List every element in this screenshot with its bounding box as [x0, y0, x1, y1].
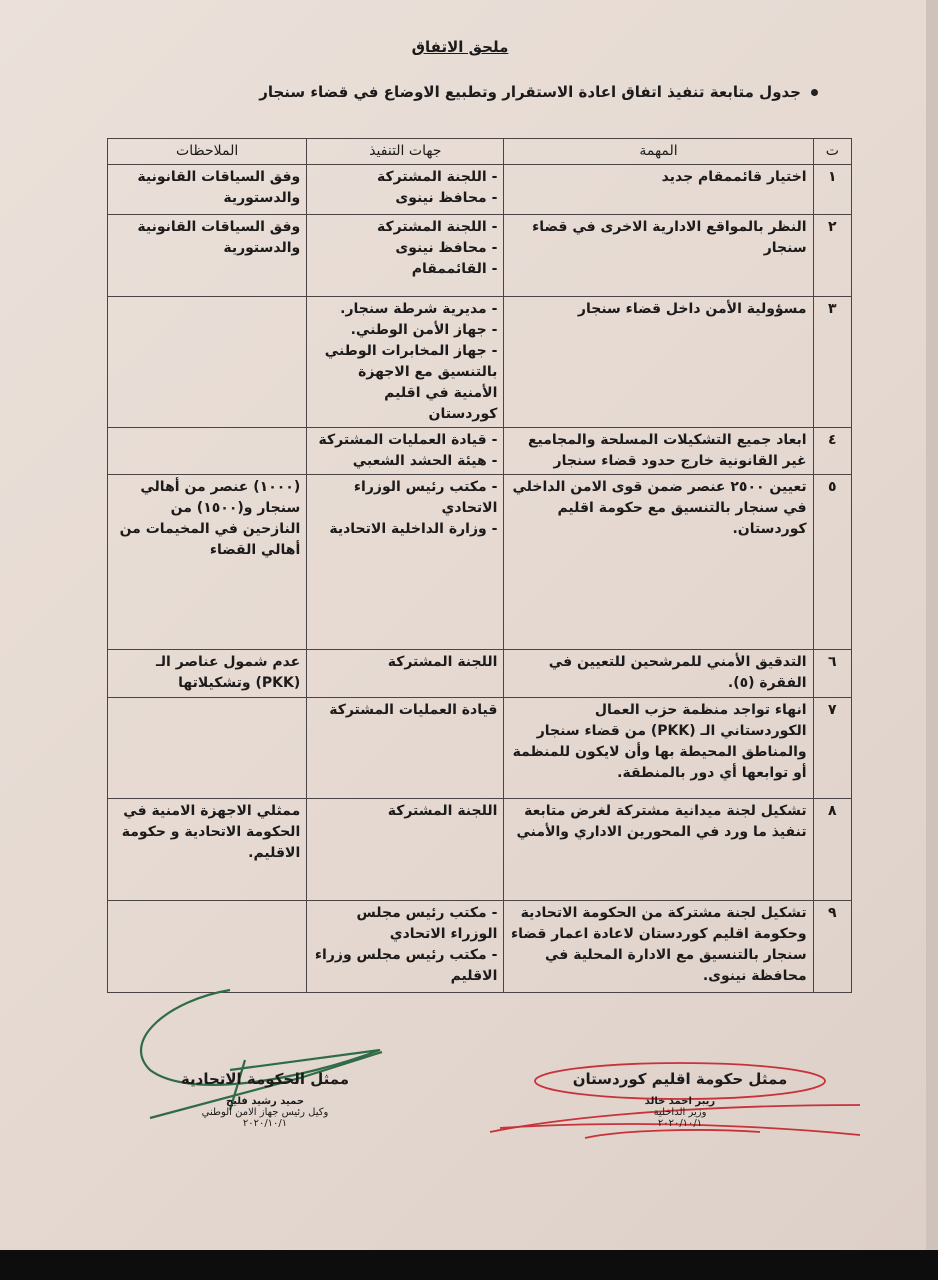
row-number: ٥ [813, 475, 851, 650]
table-row [108, 475, 852, 650]
row-number: ٩ [813, 901, 851, 993]
document-subtitle [258, 80, 818, 104]
actors-cell [307, 215, 504, 297]
table-row [108, 215, 852, 297]
actor-item: - جهاز الأمن الوطني. [350, 322, 498, 338]
notes-cell [108, 901, 307, 993]
task-cell: تشكيل لجنة ميدانية مشتركة لغرض متابعة تنفيذ ما ورد في المحورين الاداري والأمني [504, 799, 813, 901]
actor-item: - محافظ نينوى [395, 240, 498, 256]
table-row [108, 297, 852, 428]
notes-cell: ممثلي الاجهزة الامنية في الحكومة الاتحادية و حكومة الاقليم. [108, 799, 307, 901]
table-header-row [108, 139, 852, 165]
actor-item: - مكتب رئيس مجلس الوزراء الاتحادي [356, 905, 498, 942]
signatory-name: ريبر احمد خالد [644, 1096, 716, 1107]
actors-cell [307, 165, 504, 215]
row-number: ١ [813, 165, 851, 215]
document-title: ملحق الاتفاق [411, 38, 509, 56]
task-cell: اختيار قائممقام جديد [504, 165, 813, 215]
actor-item: - اللجنة المشتركة [377, 169, 498, 185]
actor-item: - مكتب رئيس مجلس وزراء الاقليم [314, 947, 498, 984]
agreement-table [107, 138, 852, 993]
notes-cell [108, 428, 307, 475]
kurdistan-signature-block [560, 1070, 800, 1129]
row-number: ٢ [813, 215, 851, 297]
actors-cell [307, 799, 504, 901]
signatory-position: وكيل رئيس جهاز الامن الوطني [201, 1107, 329, 1118]
actors-cell [307, 698, 504, 799]
actor-item: - مكتب رئيس الوزراء الاتحادي [353, 479, 498, 516]
table-row [108, 165, 852, 215]
notes-cell: (١٠٠٠) عنصر من أهالي سنجار و(١٥٠٠) من النازحين في المخيمات من أهالي القضاء [108, 475, 307, 650]
actor-item: - جهاز المخابرات الوطني بالتنسيق مع الاجهزة الأمنية في اقليم كوردستان [324, 343, 498, 422]
actor-item: اللجنة المشتركة [387, 803, 498, 819]
signatory-name: حميد رشيد فليح [225, 1096, 305, 1107]
federal-signature-block [150, 1070, 380, 1129]
signature-date: ٢٠٢٠/١٠/١ [657, 1118, 703, 1129]
notes-cell: وفق السياقات القانونية والدستورية [108, 215, 307, 297]
actor-item: - مديرية شرطة سنجار. [340, 301, 498, 317]
actors-cell [307, 475, 504, 650]
signatory-role: ممثل حكومة اقليم كوردستان [572, 1070, 788, 1088]
notes-cell [108, 698, 307, 799]
actors-cell [307, 297, 504, 428]
actor-item: قيادة العمليات المشتركة [329, 702, 498, 718]
task-cell: انهاء تواجد منظمة حزب العمال الكوردستاني الـ (PKK) من قضاء سنجار والمناطق المحيطة بها وأن لايكون للمنظمة أو توابعها أي دور بالمنطقة. [504, 698, 813, 799]
table-row [108, 428, 852, 475]
actors-cell [307, 428, 504, 475]
notes-cell: عدم شمول عناصر الـ (PKK) وتشكيلاتها [108, 650, 307, 698]
task-cell: النظر بالمواقع الادارية الاخرى في قضاء سنجار [504, 215, 813, 297]
notes-cell: وفق السياقات القانونية والدستورية [108, 165, 307, 215]
header-number: ت [813, 139, 851, 165]
row-number: ٤ [813, 428, 851, 475]
actor-item: - اللجنة المشتركة [377, 219, 498, 235]
notes-cell [108, 297, 307, 428]
table-row [108, 650, 852, 698]
actor-item: - محافظ نينوى [395, 190, 498, 206]
table-row [108, 799, 852, 901]
actor-item: - وزارة الداخلية الاتحادية [329, 521, 498, 537]
header-actors: جهات التنفيذ [307, 139, 504, 165]
table-row [108, 698, 852, 799]
task-cell: التدقيق الأمني للمرشحين للتعيين في الفقرة (٥). [504, 650, 813, 698]
row-number: ٧ [813, 698, 851, 799]
task-cell: تشكيل لجنة مشتركة من الحكومة الاتحادية وحكومة اقليم كوردستان لاعادة اعمار قضاء سنجار بالتنسيق مع الادارة المحلية في محافظة نينوى. [504, 901, 813, 993]
bullet-icon [811, 89, 818, 96]
actors-cell [307, 901, 504, 993]
task-cell: ابعاد جميع التشكيلات المسلحة والمجاميع غير القانونية خارج حدود قضاء سنجار [504, 428, 813, 475]
header-task: المهمة [504, 139, 813, 165]
row-number: ٣ [813, 297, 851, 428]
table-row [108, 901, 852, 993]
signatory-position: وزير الداخلية [653, 1107, 707, 1118]
signatory-role: ممثل الحكومة الاتحادية [180, 1070, 350, 1088]
actor-item: - هيئة الحشد الشعبي [352, 453, 498, 469]
header-notes: الملاحظات [108, 139, 307, 165]
row-number: ٦ [813, 650, 851, 698]
row-number: ٨ [813, 799, 851, 901]
subtitle-text: جدول متابعة تنفيذ اتفاق اعادة الاستقرار وتطبيع الاوضاع في قضاء سنجار [259, 83, 801, 101]
actor-item: - قيادة العمليات المشتركة [318, 432, 498, 448]
photo-bottom-band [0, 1250, 938, 1280]
actor-item: اللجنة المشتركة [387, 654, 498, 670]
task-cell: تعيين ٢٥٠٠ عنصر ضمن قوى الامن الداخلي في سنجار بالتنسيق مع حكومة اقليم كوردستان. [504, 475, 813, 650]
signature-date: ٢٠٢٠/١٠/١ [242, 1118, 288, 1129]
page-edge [926, 0, 938, 1250]
task-cell: مسؤولية الأمن داخل قضاء سنجار [504, 297, 813, 428]
actor-item: - القائممقام [411, 261, 498, 277]
actors-cell [307, 650, 504, 698]
